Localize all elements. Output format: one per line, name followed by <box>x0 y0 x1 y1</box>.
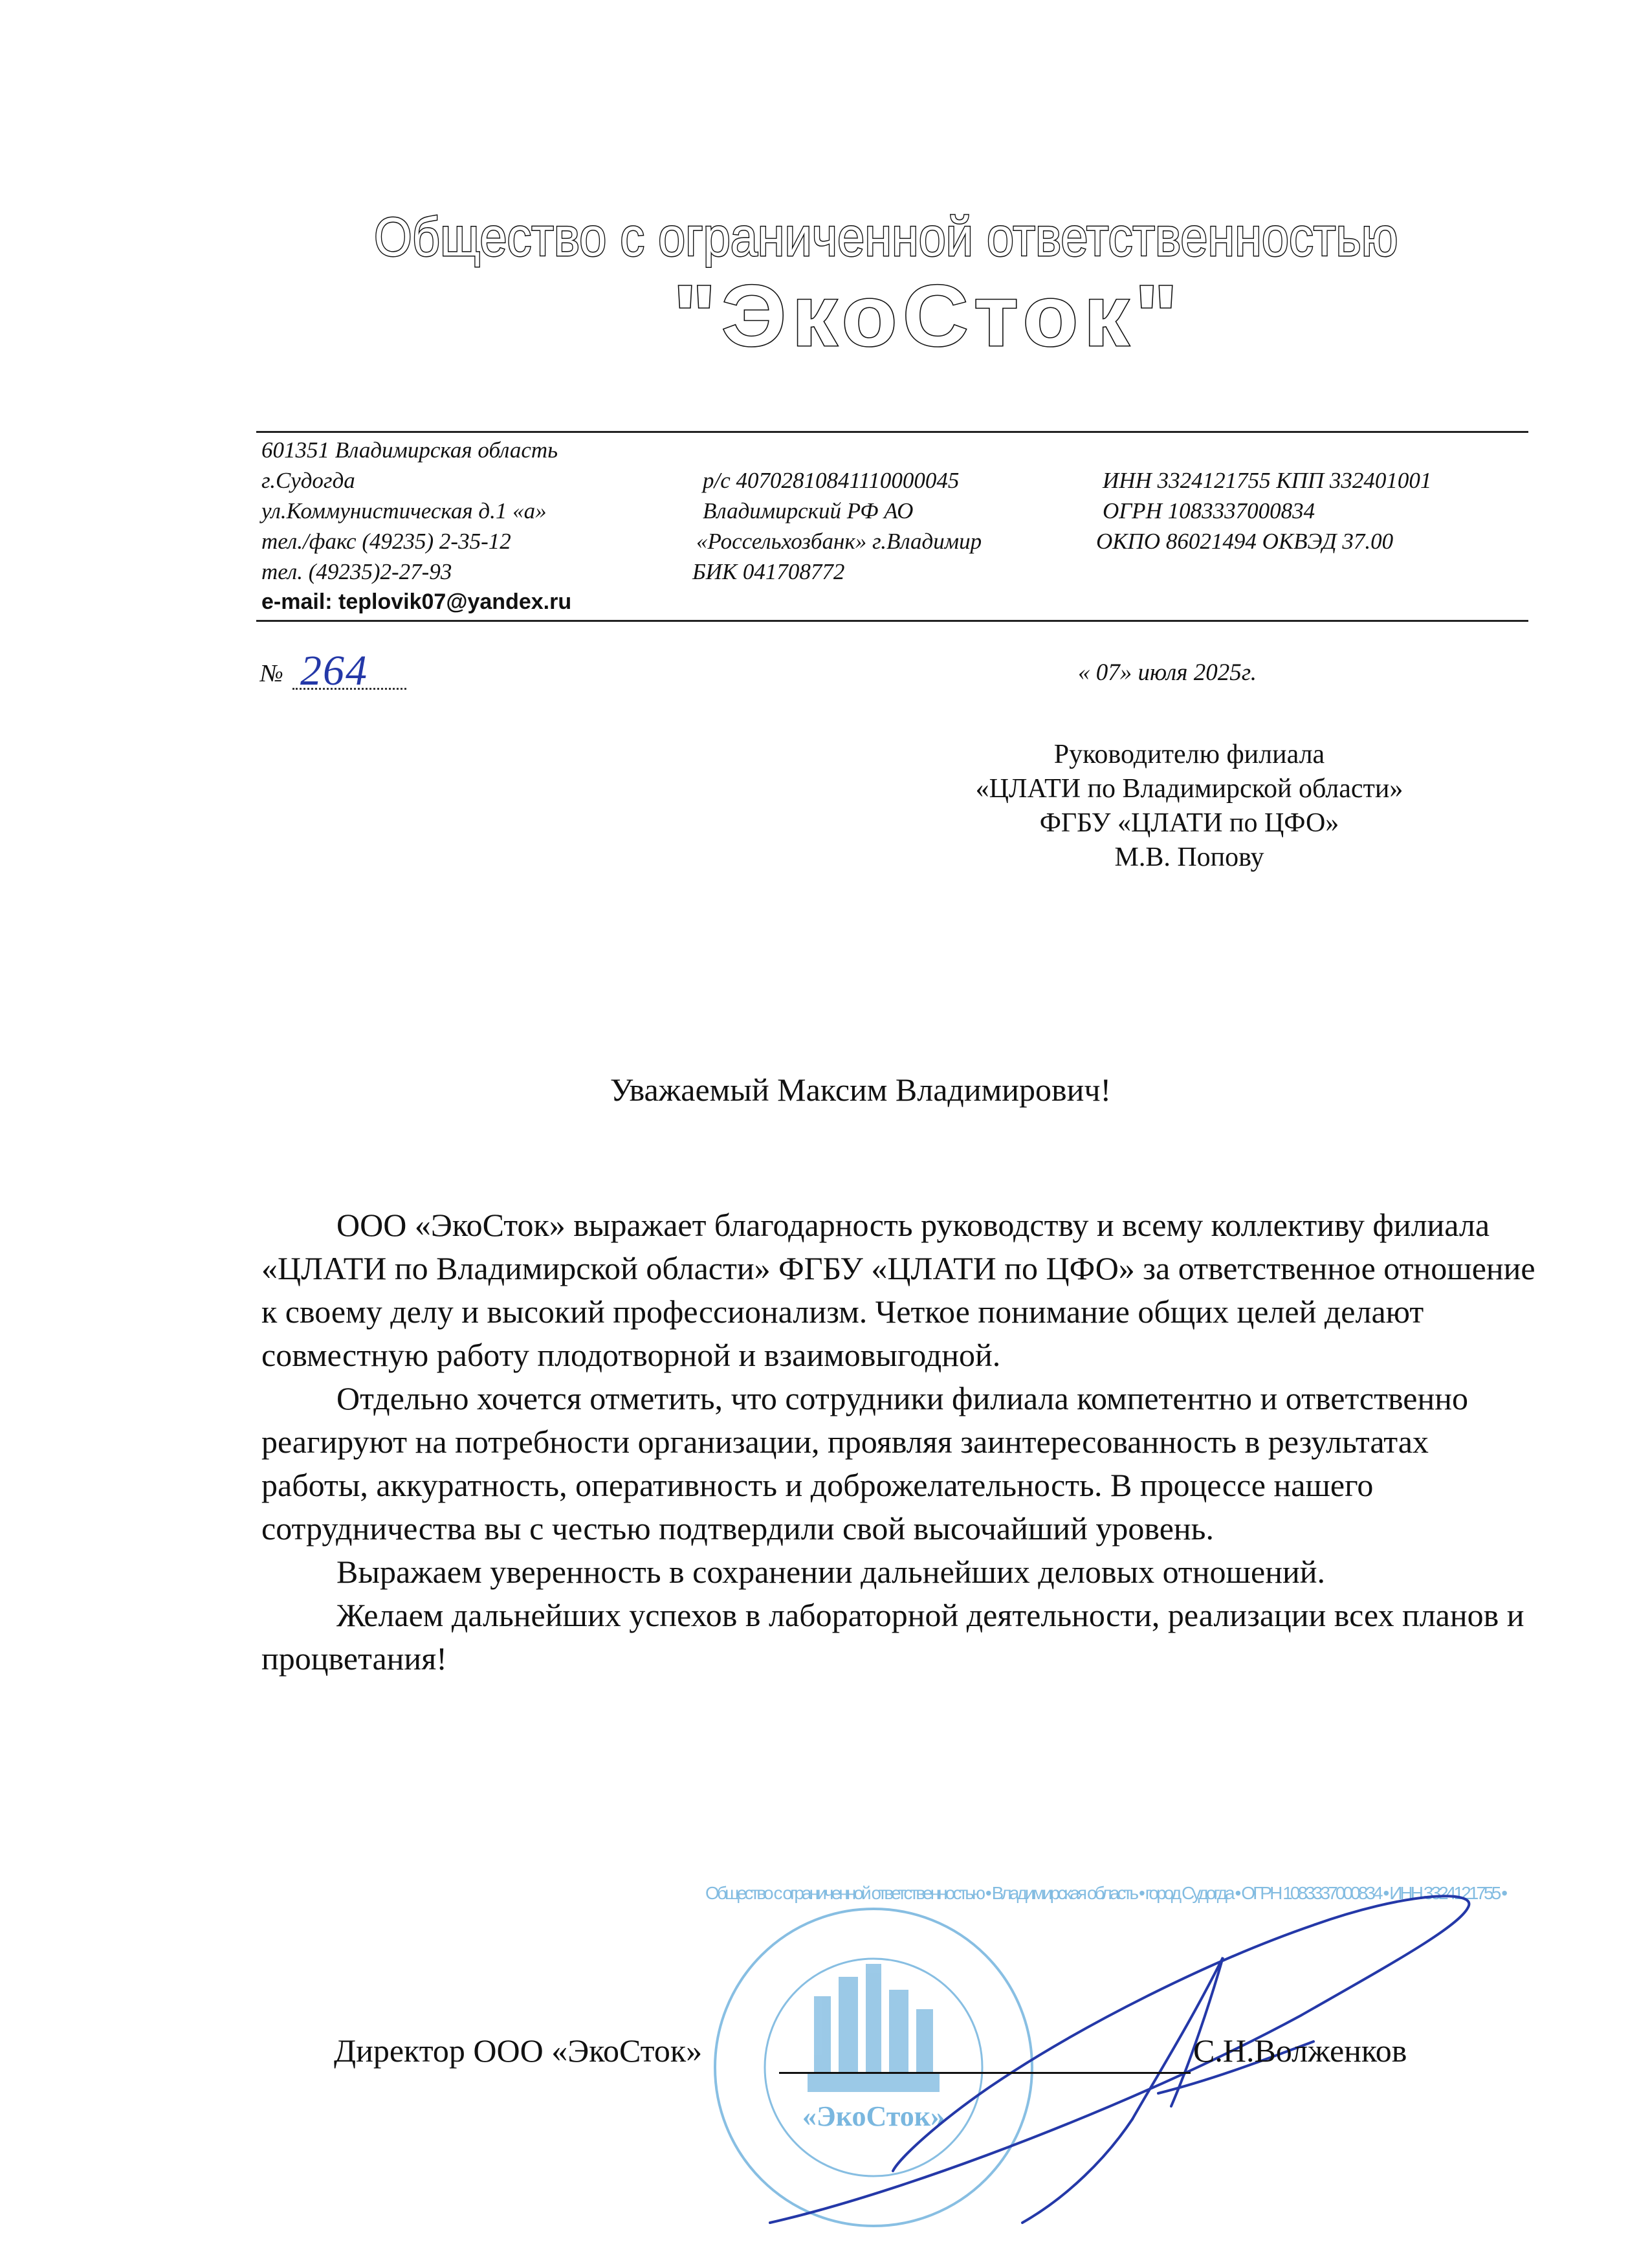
address-line: тел. (49235)2-27-93 <box>261 559 452 584</box>
bank-line: Владимирский РФ АО <box>703 498 914 523</box>
address-line: тел./факс (49235) 2-35-12 <box>261 529 511 554</box>
letter-date: « 07» июля 2025г. <box>1078 659 1257 686</box>
handwritten-number: 264 <box>300 647 368 694</box>
reference-number <box>260 647 409 696</box>
letterhead-bottom-rule <box>256 620 1528 622</box>
letter-body <box>261 1204 1536 1680</box>
bank-block <box>692 465 982 587</box>
registration-line: ОГРН 1083337000834 <box>1103 498 1315 523</box>
address-line: ул.Коммунистическая д.1 «а» <box>261 498 547 523</box>
body-paragraph: Выражаем уверенность в сохранении дальнейших деловых отношений. <box>336 1554 1325 1590</box>
body-paragraph: Отдельно хочется отметить, что сотрудники филиала компетентно и ответственно реагируют на потребности организации, проявляя заинтересованность в результатах работы, аккуратность, оперативность и доброжелательность. В процессе нашего сотрудничества вы с честью подтвердили свой высочайший уровень. <box>261 1380 1468 1547</box>
addressee-line: Руководителю филиала <box>1053 740 1325 769</box>
address-block <box>261 435 571 617</box>
address-line: г.Судогда <box>261 468 355 493</box>
registration-line: ИНН 3324121755 КПП 332401001 <box>1103 468 1432 493</box>
signature-position: Директор ООО «ЭкоСток» <box>334 2032 703 2069</box>
bank-line: р/с 40702810841110000045 <box>703 468 960 493</box>
company-title-line1: Общество с ограниченной ответственностью <box>374 206 1398 267</box>
body-paragraph: Желаем дальнейших успехов в лабораторной деятельности, реализации всех планов и процветания! <box>261 1597 1524 1677</box>
addressee-line: ФГБУ «ЦЛАТИ по ЦФО» <box>1039 808 1339 838</box>
addressee-line: «ЦЛАТИ по Владимирской области» <box>975 774 1403 804</box>
company-name: "ЭкоСток" <box>673 268 1183 364</box>
letterhead-top-rule <box>256 431 1528 433</box>
bank-line: БИК 041708772 <box>692 559 845 584</box>
address-line: 601351 Владимирская область <box>261 437 558 463</box>
signature-line <box>779 2072 1191 2074</box>
number-label: № <box>260 660 283 687</box>
registration-block <box>1096 465 1431 556</box>
addressee-line: М.В. Попову <box>1114 842 1264 872</box>
signer-name: С.Н.Волженков <box>1193 2032 1407 2069</box>
registration-line: ОКПО 86021494 ОКВЭД 37.00 <box>1096 529 1394 554</box>
stamp-center-text: «ЭкоСток» <box>802 2100 945 2132</box>
addressee-block <box>879 738 1500 875</box>
body-paragraph: ООО «ЭкоСток» выражает благодарность руководству и всему коллективу филиала «ЦЛАТИ по Владимирской области» ФГБУ «ЦЛАТИ по ЦФО» за ответственное отношение к своему делу и высокий профессионализм. Четкое понимание общих целей делают совместную работу плодотворной и взаимовыгодной. <box>261 1207 1535 1373</box>
email-line: e-mail: teplovik07@yandex.ru <box>261 589 572 614</box>
number-underline <box>292 688 406 690</box>
bank-line: «Россельхозбанк» г.Владимир <box>696 529 982 554</box>
stamp-ring-text: Общество с ограниченной ответственностью • Владимирская область • город Судогда • ОГРН 1083337000834 • ИНН 3324121755 • <box>705 1883 1508 1903</box>
greeting: Уважаемый Максим Владимирович! <box>610 1072 1112 1108</box>
